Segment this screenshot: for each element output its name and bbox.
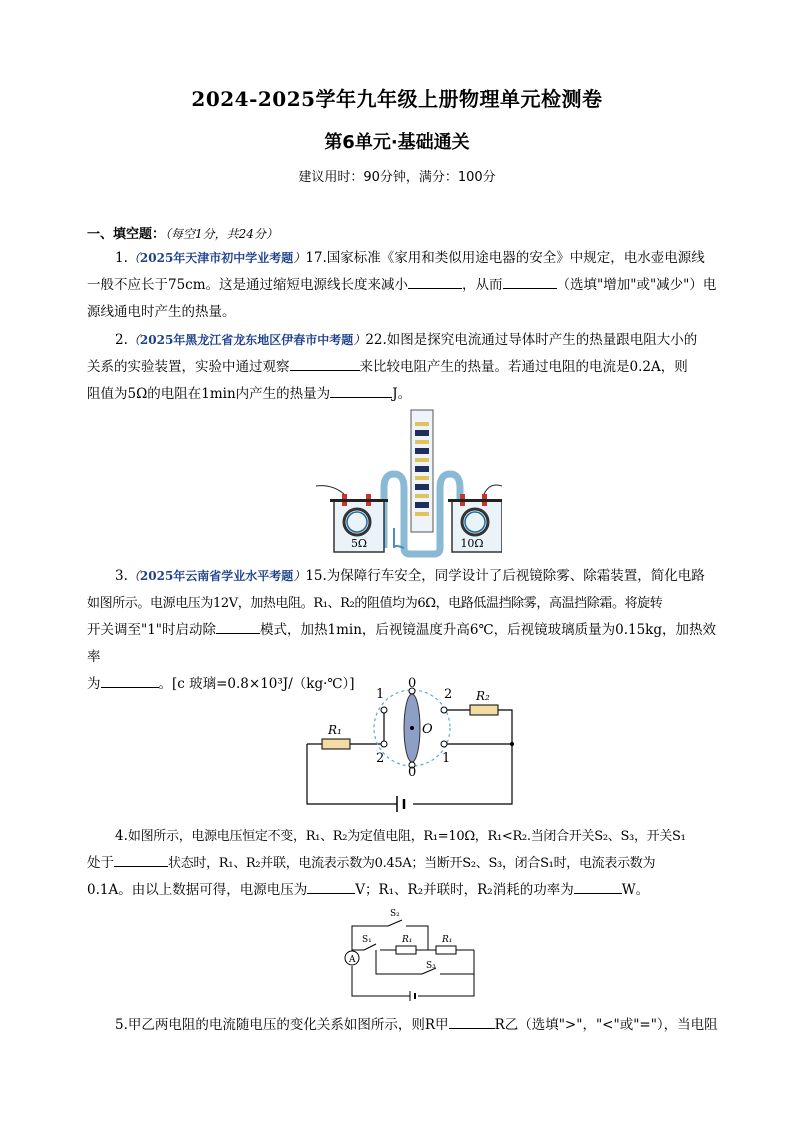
section-title: 一、填空题： <box>87 227 166 242</box>
answer-blank[interactable] <box>408 274 462 289</box>
question-text: 来比较电阻产生的热量。若通过电阻的电流是0.2A，则 <box>359 359 688 375</box>
section-heading <box>87 223 278 242</box>
joule-heat-apparatus-figure <box>312 408 502 558</box>
question-text: R乙（选填">"，"<"或"="），当电阻 <box>494 1017 718 1033</box>
question-text: （选填"增加"或"减少"）电 <box>556 277 717 293</box>
resistor-label-10: 10Ω <box>460 537 484 550</box>
answer-blank[interactable] <box>503 274 557 289</box>
question-text: 关系的实验装置，实验中通过观察 <box>87 359 290 375</box>
question-text: ，从而 <box>462 277 503 293</box>
question-number: 4. <box>115 828 128 844</box>
contact-label: 0 <box>408 676 417 691</box>
exam-info: 建议用时：90分钟，满分：100分 <box>298 170 496 185</box>
rotary-switch-circuit-figure <box>300 676 520 814</box>
question-2 <box>87 327 719 408</box>
question-source: （2025年云南省学业水平考题） <box>127 569 306 583</box>
contact-label: 2 <box>444 687 453 702</box>
question-number: 2. <box>115 332 128 348</box>
contact-label: 1 <box>442 751 451 766</box>
switch-s1-label: S₁ <box>362 935 372 945</box>
section-note: （每空1分，共24分） <box>165 227 278 241</box>
question-text: 甲乙两电阻的电流随电压的变化关系如图所示，则R甲 <box>127 1017 449 1033</box>
question-text: W。 <box>621 882 650 898</box>
resistor-label: R₁ <box>442 935 453 945</box>
question-text: 一般不应长于75cm。这是通过缩短电源线长度来减小 <box>87 277 409 293</box>
question-number: 3. <box>115 568 128 584</box>
answer-blank[interactable] <box>216 619 260 634</box>
question-text: 阻值为5Ω的电阻在1min内产生的热量为 <box>87 386 331 402</box>
question-text: 。[c 玻璃=0.8×10³J/（kg·℃）] <box>158 676 355 692</box>
switch-circuit-figure <box>340 906 480 1004</box>
answer-blank[interactable] <box>330 383 392 398</box>
question-5 <box>87 1012 719 1039</box>
resistor-label: R₁ <box>402 935 413 945</box>
answer-blank[interactable] <box>449 1014 495 1029</box>
question-text: 17.国家标准《家用和类似用途电器的安全》中规定，电水壶电源线 <box>305 250 705 266</box>
question-text: 处于 <box>87 855 114 871</box>
question-text: 0.1A。由以上数据可得，电源电压为 <box>87 882 308 898</box>
question-1 <box>87 245 719 326</box>
answer-blank[interactable] <box>307 879 355 894</box>
question-source: （2025年黑龙江省龙东地区伊春市中考题） <box>127 333 366 347</box>
question-text: 22.如图是探究电流通过导体时产生的热量跟电阻大小的 <box>365 332 698 348</box>
question-text: 状态时，R₁、R₂并联，电流表示数为0.45A；当断开S₂、S₃，闭合S₁时，电流表示数为 <box>168 856 656 871</box>
ammeter-label: A <box>349 955 356 965</box>
answer-blank[interactable] <box>290 356 360 371</box>
resistor-label-5: 5Ω <box>350 537 368 550</box>
question-source: （2025年天津市初中学业考题） <box>127 251 306 265</box>
resistor-r2-label: R₂ <box>476 689 490 703</box>
contact-label: 0 <box>408 765 417 780</box>
contact-label: 2 <box>376 751 385 766</box>
question-text: 为 <box>87 676 101 692</box>
question-text: V；R₁、R₂并联时，R₂消耗的功率为 <box>355 882 574 898</box>
question-number: 5. <box>115 1017 128 1033</box>
page-subtitle: 第6单元·基础通关 <box>324 132 470 153</box>
question-text: J。 <box>392 386 412 402</box>
answer-blank[interactable] <box>574 879 622 894</box>
question-text: 如图所示，电源电压恒定不变，R₁、R₂为定值电阻，R₁=10Ω，R₁<R₂.当闭合开关S₂、S₃，开关S₁ <box>127 829 686 844</box>
page-title: 2024-2025学年九年级上册物理单元检测卷 <box>191 87 603 111</box>
contact-label: 1 <box>376 687 385 702</box>
question-text: 源线通电时产生的热量。 <box>87 304 236 320</box>
question-text: 如图所示。电源电压为12V，加热电阻。R₁、R₂的阻值均为6Ω，电路低温挡除雾，高温挡除霜。将旋转 <box>87 596 663 611</box>
question-text: 15.为保障行车安全，同学设计了后视镜除雾、除霜装置，简化电路 <box>305 568 705 584</box>
pivot-label: O <box>422 722 433 737</box>
switch-s2-label: S₂ <box>390 909 400 919</box>
question-4 <box>87 823 719 904</box>
resistor-r1-label: R₁ <box>328 723 342 737</box>
question-number: 1. <box>115 250 128 266</box>
answer-blank[interactable] <box>114 852 168 867</box>
answer-blank[interactable] <box>101 673 159 688</box>
question-text: 开关调至"1"时启动除 <box>87 622 217 638</box>
question-text: 模式，加热1min，后视镜温度升高6℃，后视镜玻璃质量为0.15kg，加热效率 <box>87 622 716 665</box>
switch-s3-label: S₃ <box>426 961 436 971</box>
